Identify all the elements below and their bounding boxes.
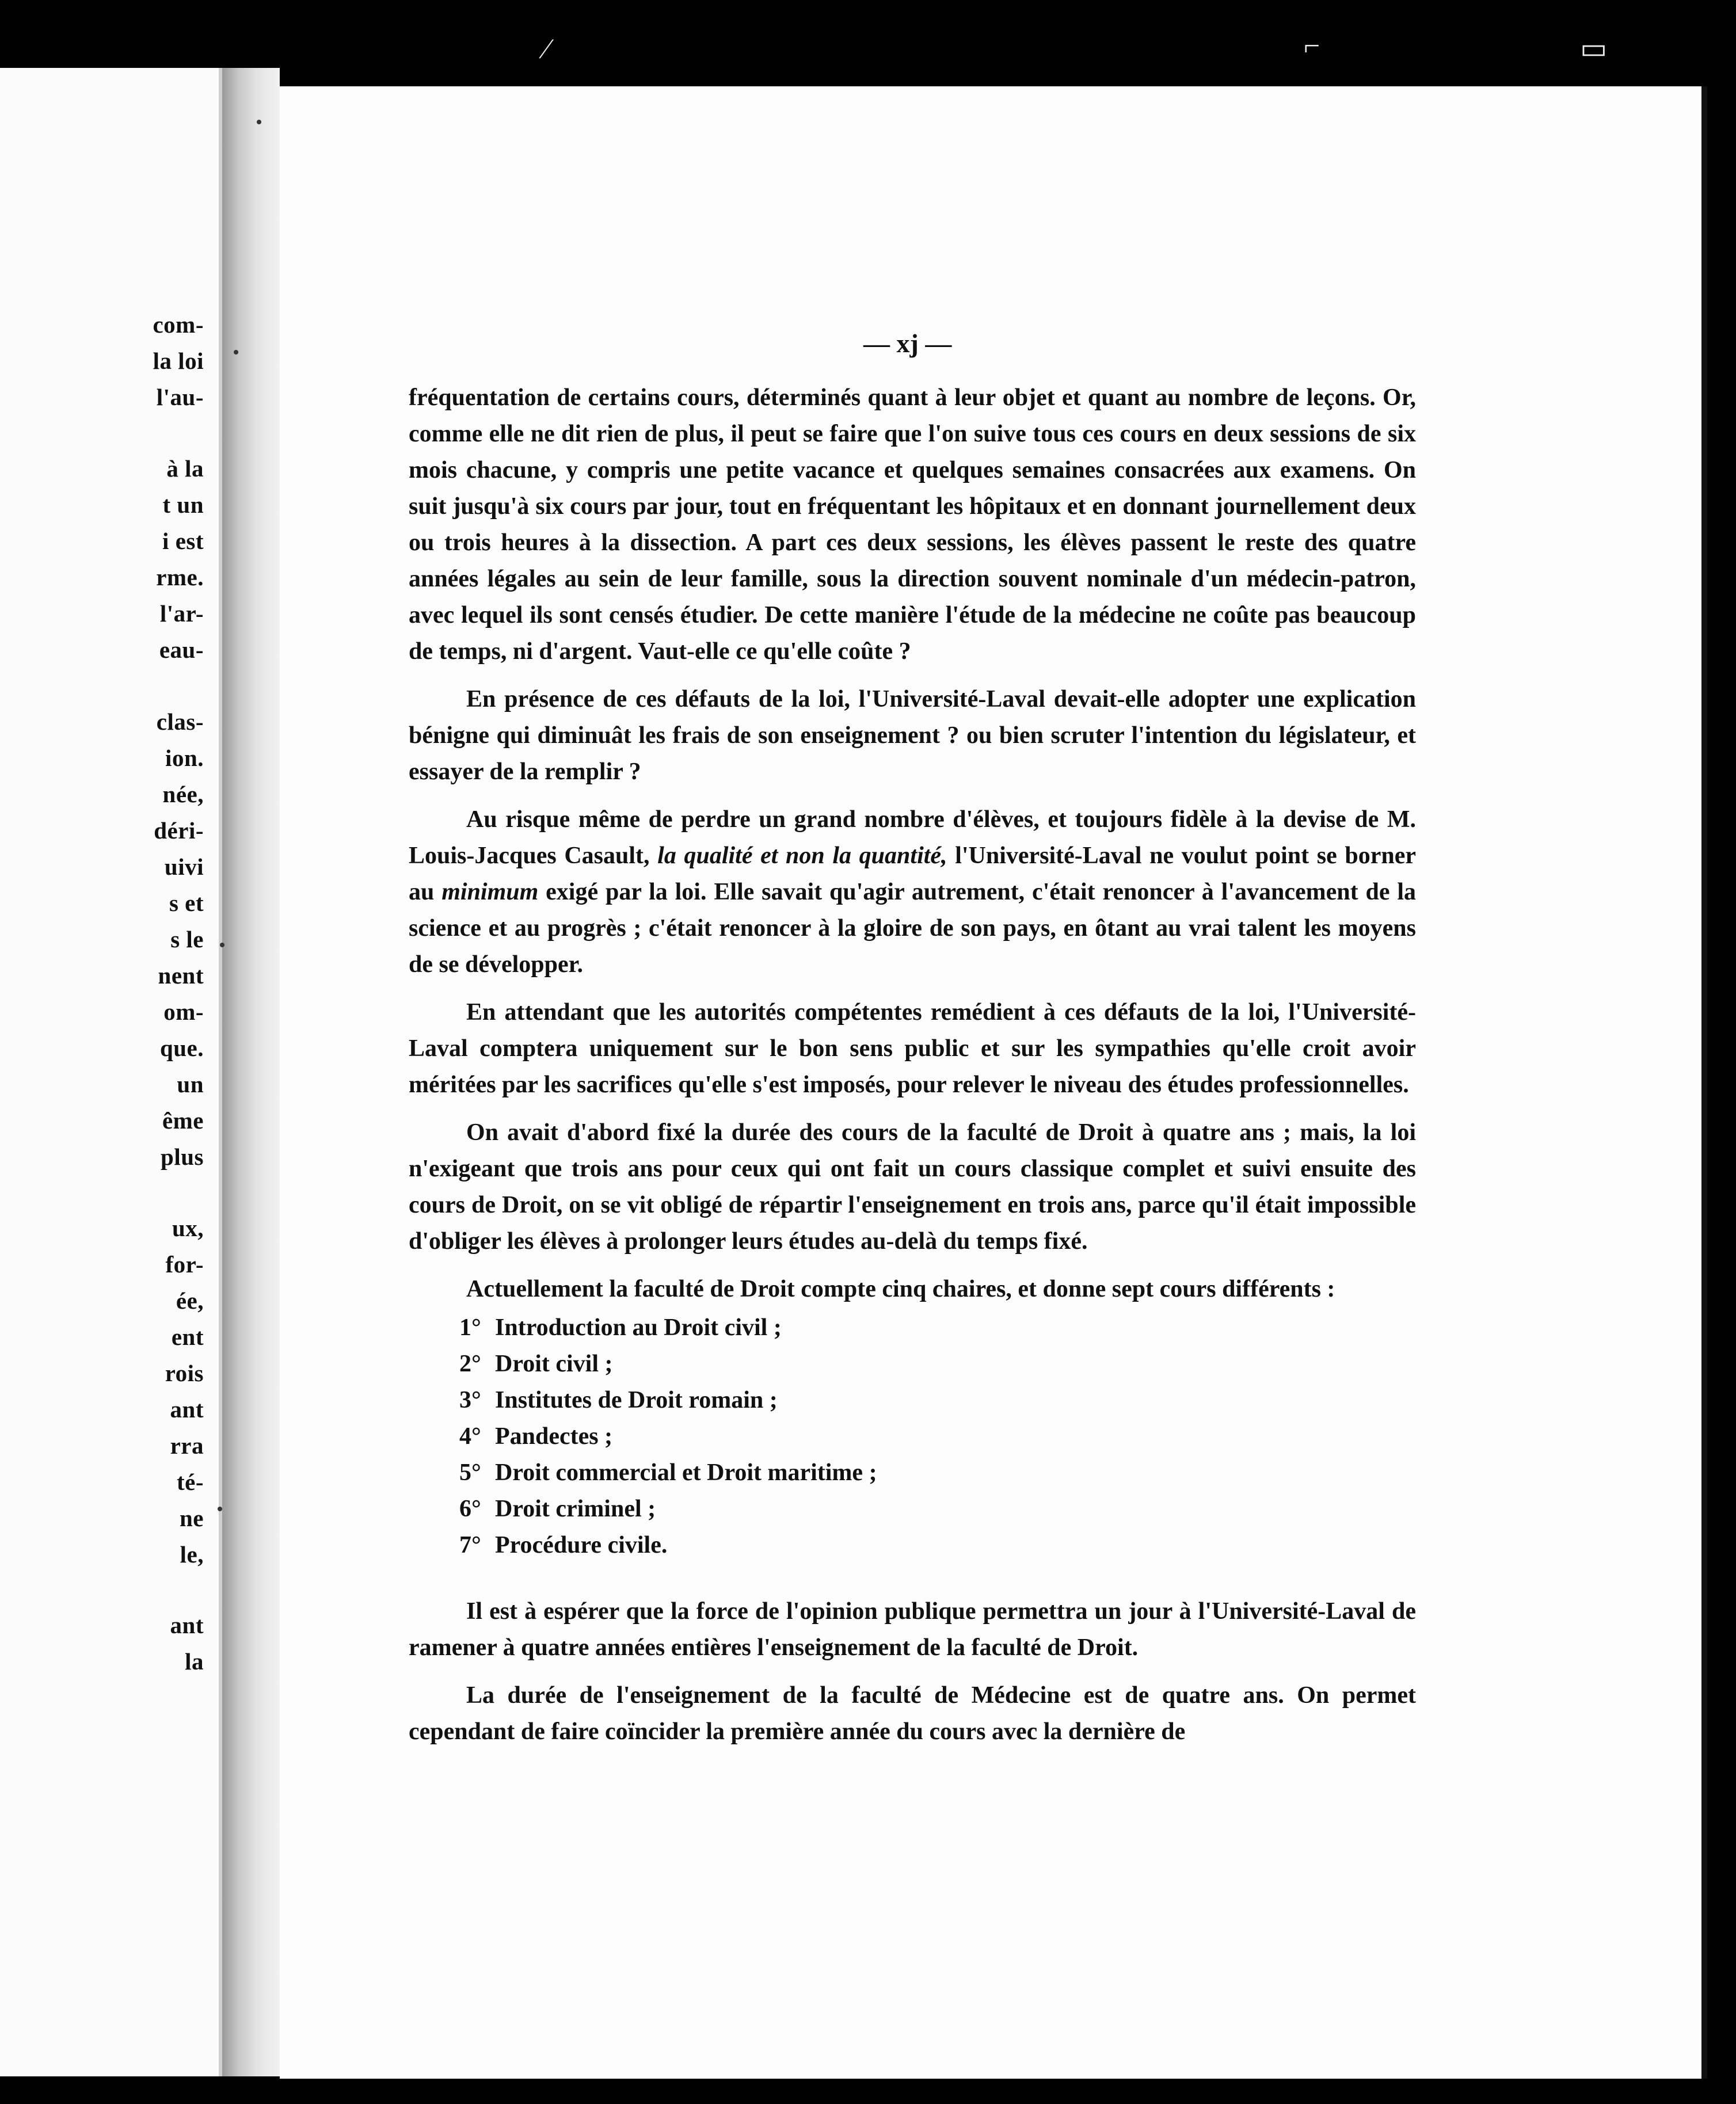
binding-pin (257, 120, 261, 124)
paragraph-text: l'Université-Laval ne voulut point se borner au (409, 843, 1416, 905)
paragraph: On avait d'abord fixé la durée des cours de la faculté de Droit à quatre ans ; mais, la loi n'exigeant que trois ans pour ceux qui ont fait un cours classique complet et suivi ensuite des cours de Droit, on se vit obligé de répartir l'enseignement en trois ans, parce qu'il était impossible d'obliger les élèves à prolonger leurs études au-delà du temps fixé. (409, 1119, 1416, 1255)
list-item (459, 1527, 1416, 1564)
scan-mark: ▭ (1580, 32, 1608, 64)
facing-page-line-fragment: que. (159, 1035, 204, 1061)
facing-page-line-fragment: rra (170, 1432, 204, 1459)
list-number: 1° (459, 1314, 481, 1341)
facing-page-line-fragment: ion. (165, 745, 204, 771)
book-gutter (222, 68, 280, 2076)
list-number: 5° (459, 1459, 481, 1486)
facing-page-line-fragment: i est (162, 528, 204, 554)
paragraph: En présence de ces défauts de la loi, l'Université-Laval devait-elle adopter une explication bénigne qui diminuât les frais de son enseignement ? ou bien scruter l'intention du législateur, et essayer de la remplir ? (409, 686, 1416, 785)
facing-page-line-fragment: ne (180, 1505, 204, 1531)
facing-page-line-fragment: ux, (172, 1215, 204, 1241)
facing-page-line-fragment: l'ar- (159, 600, 204, 627)
list-text: Institutes de Droit romain ; (495, 1387, 778, 1413)
paragraph: fréquentation de certains cours, déterminés quant à leur objet et quant au nombre de leçons. Or, comme elle ne dit rien de plus, il peut se faire que l'on suive tous ces cours en deux sessions de six mois chacune, y compris une petite vacance et quelques semaines consacrées aux examens. On suit jusqu'à six cours par jour, tout en fréquentant les hôpitaux et en donnant journellement deux ou trois heures à la dissection. A part ces deux sessions, les élèves passent le reste des quatre années légales au sein de leur famille, sous la direction souvent nominale d'un médecin-patron, avec lequel ils sont censés étudier. De cette manière l'étude de la médecine ne coûte pas beaucoup de temps, ni d'argent. Vaut-elle ce qu'elle coûte ? (409, 384, 1416, 665)
paragraph (409, 802, 1416, 983)
list-text: Introduction au Droit civil ; (495, 1314, 782, 1341)
course-list (409, 1310, 1416, 1564)
facing-page-line-fragment: ant (170, 1396, 204, 1423)
paragraph-text: Au risque même de perdre un grand nombre d'élèves, et toujours fidèle à la devise de M. Louis-Jacques Casault, (409, 806, 1416, 869)
facing-page-line-fragment: rois (165, 1360, 204, 1386)
facing-page-line-fragment: un (177, 1071, 204, 1097)
paragraph-text: exigé par la loi. Elle savait qu'agir autrement, c'était renoncer à l'avancement de la science et au progrès ; c'était renoncer à la gloire de son pays, en ôtant au vrai talent les moyens de se développer. (409, 879, 1416, 978)
facing-page-line-fragment: la loi (153, 348, 204, 374)
scan-mark: ⁄ (544, 32, 549, 64)
facing-page-line-fragment: ent (171, 1324, 204, 1350)
binding-pin (218, 1507, 222, 1511)
facing-page-line-fragment: à la (166, 455, 204, 482)
list-number: 7° (459, 1532, 481, 1558)
list-item (459, 1346, 1416, 1382)
facing-page-line-fragment: com- (153, 311, 204, 338)
binding-pin (220, 943, 224, 947)
body-text (409, 380, 1416, 1750)
facing-page-line-fragment: la (185, 1648, 204, 1675)
facing-page-line-fragment: déri- (154, 817, 204, 844)
list-text: Procédure civile. (495, 1532, 668, 1558)
motto-text: la qualité et non la quantité, (657, 843, 947, 869)
facing-page-line-fragment: uivi (164, 853, 204, 880)
facing-page-line-fragment: plus (161, 1144, 204, 1170)
facing-page-line-fragment: s et (169, 890, 204, 916)
facing-page-line-fragment: ée, (176, 1287, 204, 1314)
facing-page-line-fragment: for- (165, 1251, 204, 1278)
paragraph: En attendant que les autorités compétentes remédient à ces défauts de la loi, l'Université-Laval comptera uniquement sur le bon sens public et sur les sympathies qu'elle croit avoir méritées par les sacrifices qu'elle s'est imposés, pour relever le niveau des études professionnelles. (409, 999, 1416, 1098)
scan-mark: ⌐ (1304, 29, 1320, 62)
facing-page-line-fragment: ême (162, 1107, 204, 1134)
paragraph: La durée de l'enseignement de la faculté de Médecine est de quatre ans. On permet cependant de faire coïncider la première année du cours avec la dernière de (409, 1682, 1416, 1745)
page-number: — xj — (863, 329, 952, 358)
list-number: 6° (459, 1496, 481, 1522)
facing-page-line-fragment: om- (163, 998, 204, 1025)
emphasis-text: minimum (441, 879, 539, 905)
list-text: Droit civil ; (495, 1351, 613, 1377)
facing-page (0, 68, 222, 2076)
paragraph: Actuellement la faculté de Droit compte cinq chaires, et donne sept cours différents : (466, 1276, 1335, 1302)
facing-page-line-fragment: nent (158, 962, 204, 989)
list-item (459, 1382, 1416, 1419)
facing-page-line-fragment: t un (162, 491, 204, 518)
list-item (459, 1455, 1416, 1491)
facing-page-line-fragment: rme. (156, 564, 204, 590)
list-text: Droit criminel ; (495, 1496, 656, 1522)
facing-page-line-fragment: l'au- (156, 384, 204, 410)
facing-page-line-fragment: le, (180, 1541, 204, 1568)
facing-page-line-fragment: s le (170, 926, 204, 952)
facing-page-line-fragment: ant (170, 1612, 204, 1638)
list-text: Pandectes ; (495, 1423, 613, 1450)
paragraph: Il est à espérer que la force de l'opinion publique permettra un jour à l'Université-Laval de ramener à quatre années entières l'enseignement de la faculté de Droit. (409, 1598, 1416, 1661)
facing-page-line-fragment: clas- (156, 708, 204, 735)
list-number: 2° (459, 1351, 481, 1377)
list-item (459, 1419, 1416, 1455)
facing-page-line-fragment: née, (162, 781, 204, 807)
list-item (459, 1491, 1416, 1527)
list-number: 3° (459, 1387, 481, 1413)
list-item (459, 1310, 1416, 1346)
facing-page-line-fragment: eau- (159, 636, 204, 663)
list-number: 4° (459, 1423, 481, 1450)
list-text: Droit commercial et Droit maritime ; (495, 1459, 877, 1486)
facing-page-line-fragment: té- (176, 1469, 204, 1495)
binding-pin (234, 350, 238, 355)
